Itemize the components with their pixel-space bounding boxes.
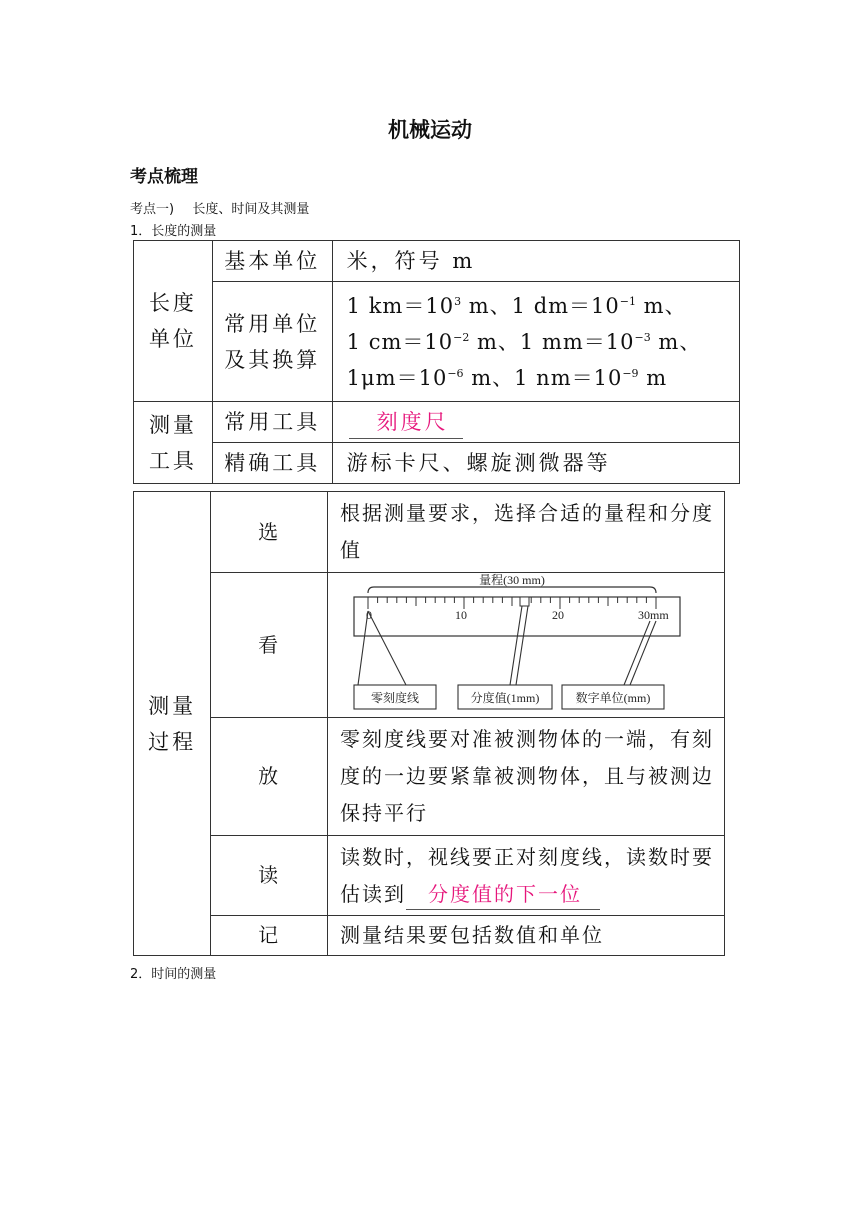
common-tool-answer-cell xyxy=(332,402,739,443)
length-units-table xyxy=(133,240,740,484)
common-tool-label: 常用工具 xyxy=(224,410,321,434)
kaodian-label: 考点一) xyxy=(130,202,175,217)
tools-label: 测量 工具 xyxy=(148,412,197,473)
put-label: 放 xyxy=(258,764,281,788)
record-label: 记 xyxy=(258,923,281,947)
item-time-measure: 2．时间的测量 xyxy=(130,967,217,982)
ruler-diagram-cell xyxy=(327,573,724,718)
process-cell xyxy=(134,492,211,956)
ruler-body xyxy=(354,597,680,636)
tick-label-20: 20 xyxy=(551,608,564,622)
precise-tool-value: 游标卡尺、螺旋测微器等 xyxy=(346,451,611,475)
kaodian-text: 长度、时间及其测量 xyxy=(192,202,310,217)
box-zero-text: 零刻度线 xyxy=(370,691,419,705)
pointer-lines xyxy=(358,606,656,685)
select-cell xyxy=(211,492,328,573)
read-label: 读 xyxy=(258,863,281,887)
precise-tool-cell xyxy=(212,443,332,484)
conversion-line-2: 1 $cm=10^{-2}$ m、1 $mm=10^{-3}$ m、 xyxy=(346,329,702,354)
ruler-labels xyxy=(366,608,669,622)
tools-cell xyxy=(134,402,213,484)
range-bracket xyxy=(368,587,656,593)
document-title: 机械运动 xyxy=(388,118,472,142)
record-text: 测量结果要包括数值和单位 xyxy=(339,923,604,947)
tick-label-30: 30mm xyxy=(637,608,669,622)
look-label: 看 xyxy=(258,632,281,657)
ruler-diagram xyxy=(328,573,724,717)
look-cell xyxy=(211,573,328,718)
precise-tool-value-cell xyxy=(332,443,739,484)
base-unit-cell xyxy=(212,241,332,282)
range-label: 量程(30 mm) xyxy=(479,573,545,587)
read-answer: 分度值的下一位 xyxy=(406,879,600,910)
conversion-cell xyxy=(332,282,739,402)
tick-label-10: 10 xyxy=(454,608,467,622)
box-division-text: 分度值(1mm) xyxy=(470,691,540,705)
read-cell xyxy=(211,836,328,916)
select-text-cell xyxy=(327,492,724,573)
select-label: 选 xyxy=(258,519,281,544)
read-text: 读数时，视线要正对刻度线，读数时要估读到 分度值的下一位 xyxy=(340,839,716,913)
pointer-division xyxy=(510,606,528,685)
put-text-cell xyxy=(327,718,724,836)
base-unit-value-cell xyxy=(332,241,739,282)
read-text-cell xyxy=(327,836,724,916)
conversion-line-1: 1 $km=10^3$ m、1 $dm=10^{-1}$ m、 xyxy=(346,293,687,318)
measurement-process-table xyxy=(133,491,725,956)
conversion-line-3: $1\mu m=10^{-6}$ m、1 $nm=10^{-9}$ m xyxy=(346,365,668,390)
pointer-unit xyxy=(624,621,656,685)
kaodian-line xyxy=(130,198,309,217)
record-text-cell xyxy=(327,916,724,956)
length-unit-cell xyxy=(134,241,213,402)
common-tool-cell xyxy=(212,402,332,443)
section-heading: 考点梳理 xyxy=(130,167,198,187)
ruler-ticks xyxy=(368,597,656,609)
base-unit-value: 米，符号 m xyxy=(346,249,476,273)
item-length-measure: 1．长度的测量 xyxy=(130,224,217,239)
record-cell xyxy=(211,916,328,956)
base-unit-label: 基本单位 xyxy=(224,249,321,273)
box-unit-text: 数字单位(mm) xyxy=(575,691,651,705)
common-tool-answer: 刻度尺 xyxy=(349,406,463,439)
common-units-cell xyxy=(212,282,332,402)
process-label: 测量 过程 xyxy=(148,693,197,754)
select-text: 根据测量要求，选择合适的量程和分度值 xyxy=(339,501,714,562)
division-marker xyxy=(520,597,529,606)
pointer-zero xyxy=(358,611,406,685)
common-units-label: 常用单位 及其换算 xyxy=(224,311,321,372)
put-cell xyxy=(211,718,328,836)
put-text: 零刻度线要对准被测物体的一端，有刻度的一边要紧靠被测物体，且与被测边保持平行 xyxy=(339,727,714,825)
precise-tool-label: 精确工具 xyxy=(224,451,321,475)
tick-label-0: 0 xyxy=(365,608,372,622)
length-unit-label: 长度 单位 xyxy=(148,291,197,351)
